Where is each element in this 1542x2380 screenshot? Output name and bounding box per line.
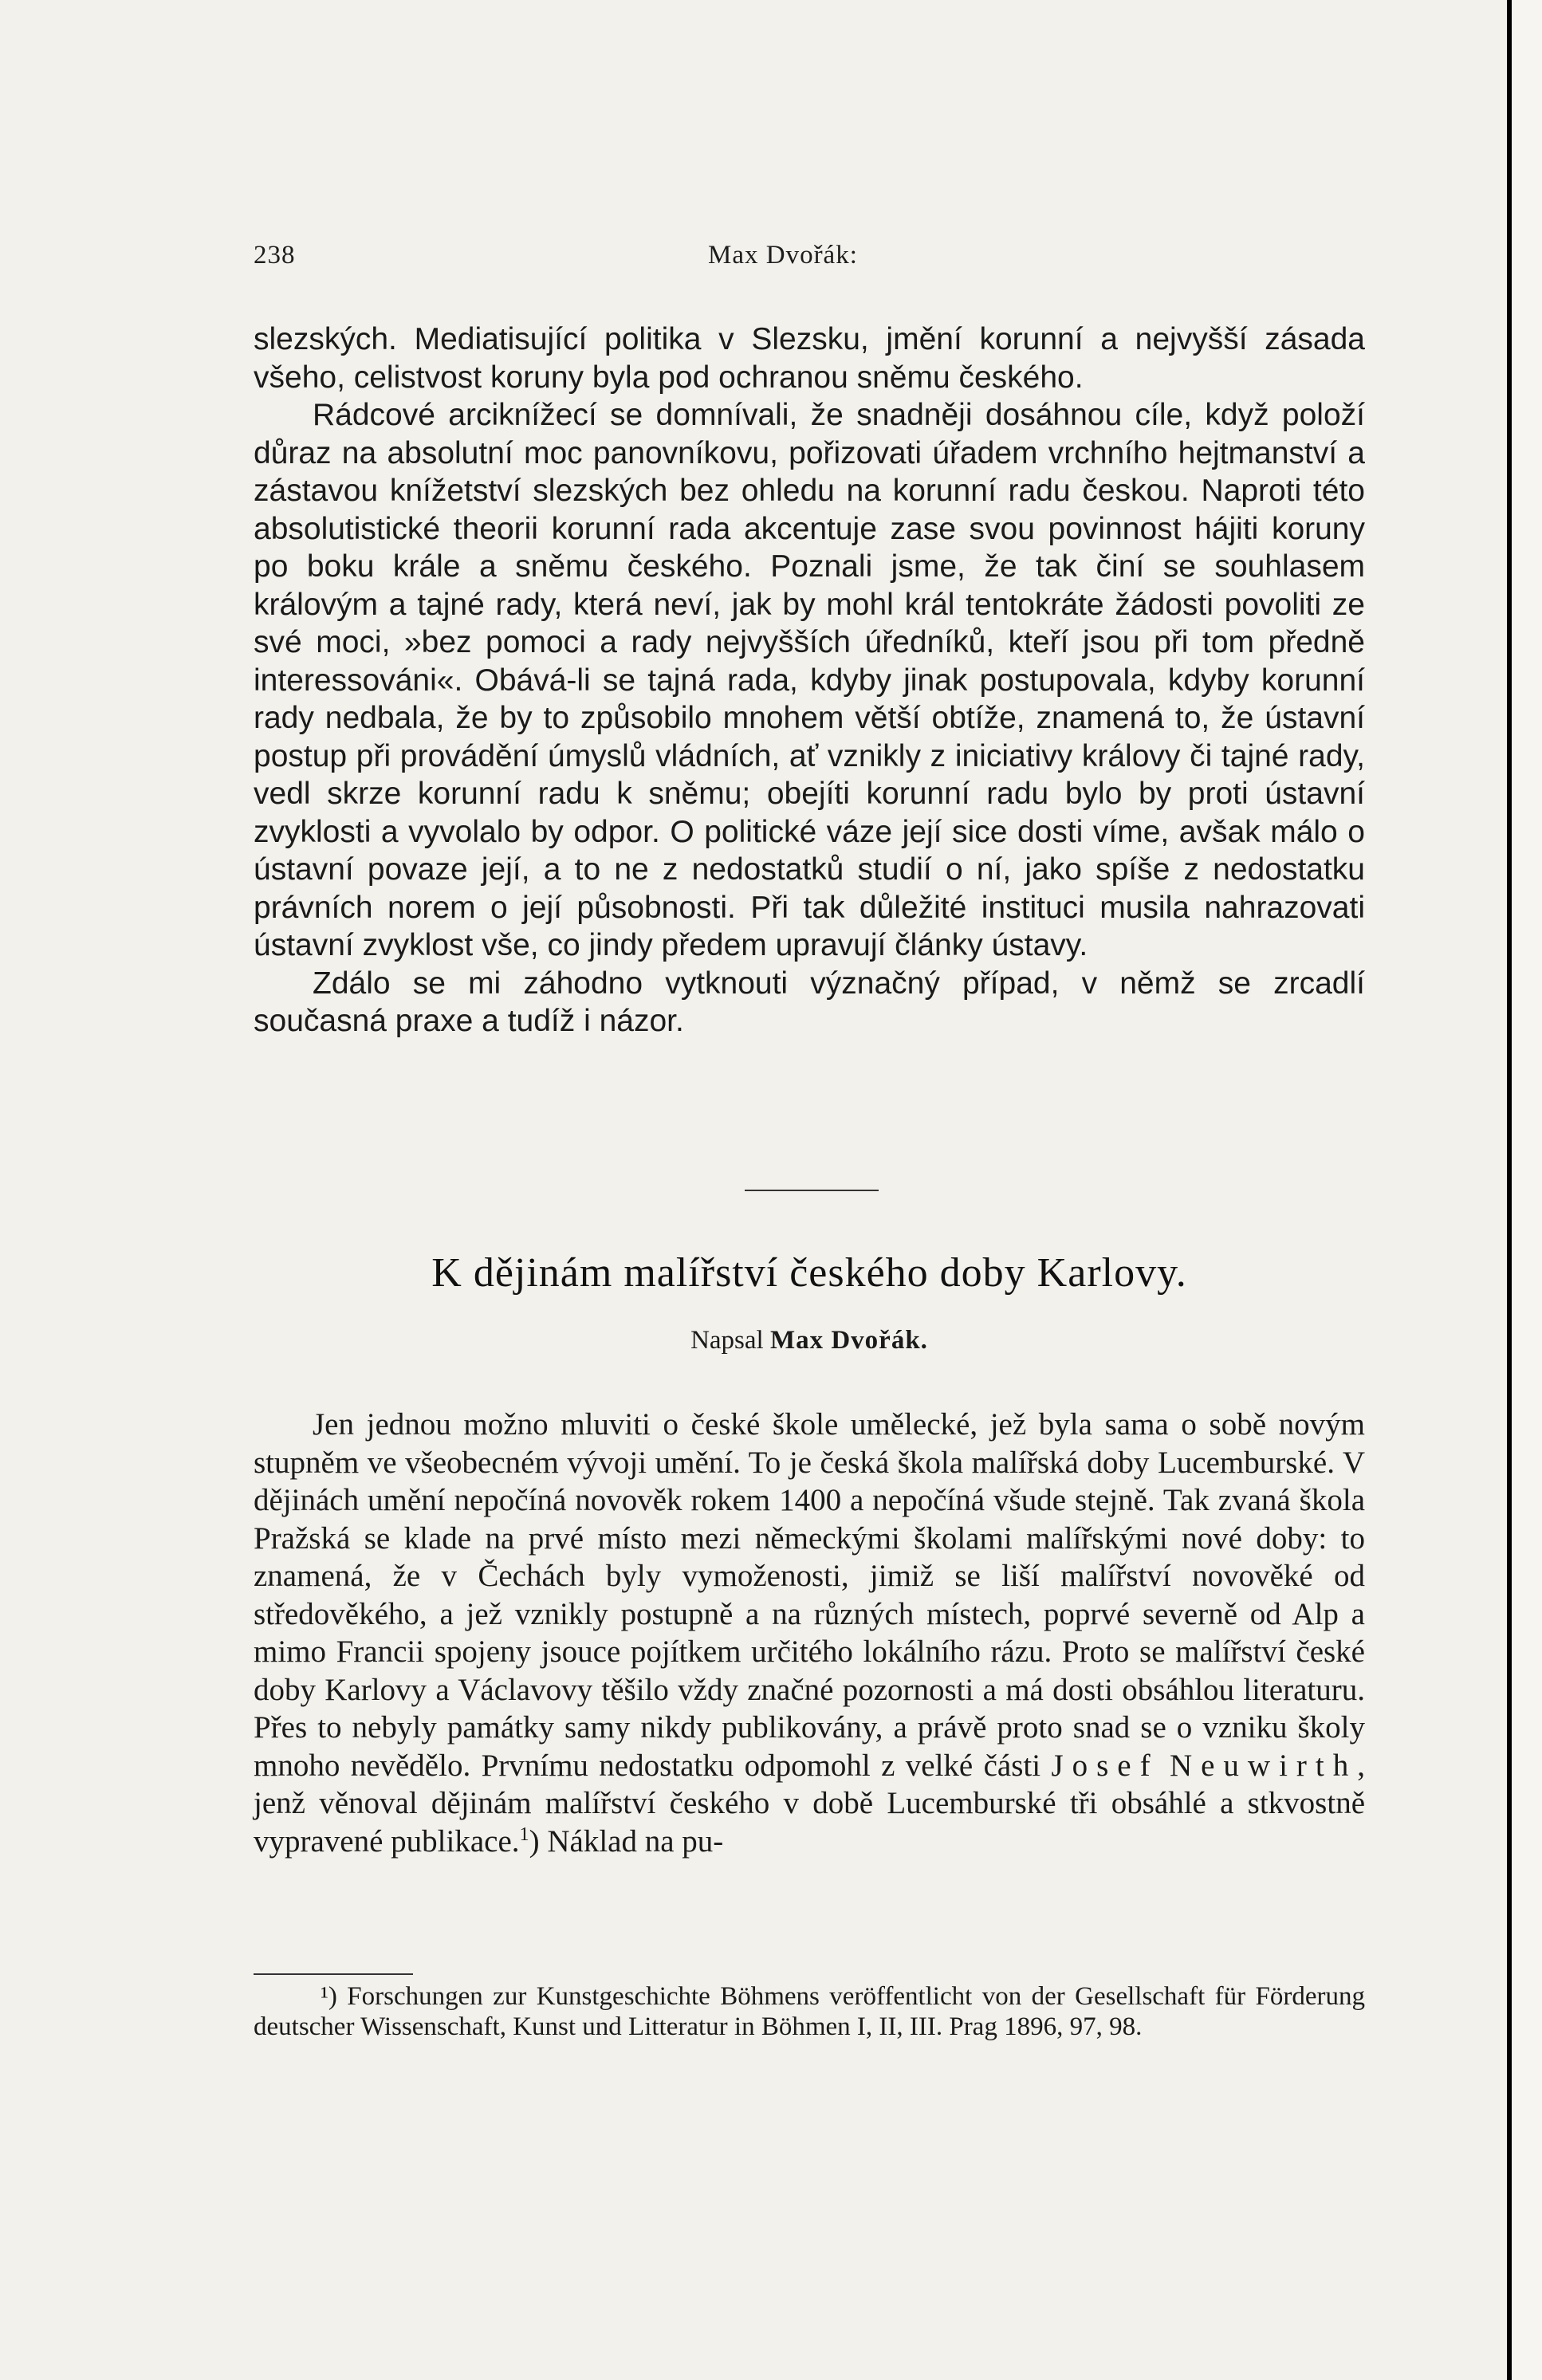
footnote-marker: ¹) <box>321 1982 337 2011</box>
footnote <box>254 1981 1365 2042</box>
paragraph: Zdálo se mi záhodno vytknouti význačný případ, v němž se zrcadlí současná praxe a tudíž i názor. <box>254 966 1365 1038</box>
author-name-last: Neuwirth <box>1169 1748 1358 1783</box>
footnote-rule <box>254 1973 413 1975</box>
article-title: K dějinám malířství českého doby Karlovy. <box>431 1250 1187 1296</box>
paragraph: Rádcové arciknížecí se domnívali, že snadněji dosáhnou cíle, když položí důraz na absolutní moc panovníkovu, pořizovati úřadem vrchního hejtmanství a zástavou knížetství slezských bez ohledu na korunní radu českou. Naproti této absolutistické theorii korunní rada akcentuje zase svou povinnost hájiti koruny po boku krále a sněmu českého. Poznali jsme, že tak činí se souhlasem královým a tajné rady, která neví, jak by mohl král tentokráte žádosti povoliti ze své moci, »bez pomoci a rady nejvyšších úředníků, kteří jsou při tom předně interessováni«. Obává-li se tajná rada, kdyby jinak postupovala, kdyby korunní rady nedbala, že by to způsobilo mnohem větší obtíže, znamená to, že ústavní postup při provádění úmyslů vládních, ať vznikly z iniciativy královy či tajné rady, vedl skrze korunní radu k sněmu; obejíti korunní radu bylo by proti ústavní zvyklosti a vyvolalo by odpor. O politické váze její sice dosti víme, avšak málo o ústavní povaze její, a to ne z nedostatků studií o ní, jako spíše z nedostatku právních norem o její působnosti. Při tak důležité instituci musila nahrazovati ústavní zvyklost vše, co jindy předem upravují články ústavy. <box>254 398 1365 962</box>
text-run: ) Náklad na pu- <box>529 1823 724 1859</box>
text-run: , jenž věnoval dějinám malířství českého v době Lucemburské tři obsáhlé a stkvostně vypravené publikace. <box>254 1748 1366 1859</box>
footnote-reference: 1 <box>519 1823 529 1845</box>
article-body <box>254 1406 1365 1860</box>
author-name-first: Josef <box>1051 1748 1159 1783</box>
page-number: 238 <box>254 241 296 269</box>
section-separator <box>745 1190 879 1191</box>
paragraph-continued: slezských. Mediatisující politika v Slezsku, jmění korunní a nejvyšší zásada všeho, celistvost koruny byla pod ochranou sněmu českého. <box>254 322 1365 395</box>
paragraph <box>254 1406 1365 1860</box>
byline-prefix: Napsal <box>690 1326 764 1355</box>
byline-author: Max Dvořák. <box>769 1326 928 1355</box>
upper-text-block <box>254 321 1365 1041</box>
byline <box>254 1326 1365 1355</box>
scan-edge <box>1507 0 1542 2380</box>
text-run: Jen jednou možno mluviti o české škole umělecké, jež byla sama o sobě novým stupněm ve všeobecném vývoji umění. To je česká škola malířská doby Lucemburské. V dějinách umění nepočíná novověk rokem 1400 a nepočíná všude stejně. Tak zvaná škola Pražská se klade na prvé místo mezi německými školami malířskými nové doby: to znamená, že v Čechách byly vymoženosti, jimiž se liší malířství novověké od středověkého, a jež vznikly postupně a na různých místech, poprvé severně od Alp a mimo Francii spojeny jsouce pojítkem určitého lokálního rázu. Proto se malířství české doby Karlovy a Václavovy těšilo vždy značné pozornosti a má dosti obsáhlou literaturu. Přes to nebyly památky samy nikdy publikovány, a právě proto snad se o vzniku školy mnoho nevědělo. Prvnímu nedostatku odpomohl z velké části <box>254 1407 1365 1783</box>
footnote-text: Forschungen zur Kunstgeschichte Böhmens veröffentlicht von der Gesellschaft für Förderung deutscher Wissenschaft, Kunst und Litteratur in Böhmen I, II, III. Prag 1896, 97, 98. <box>254 1982 1365 2041</box>
running-head: Max Dvořák: <box>708 241 858 269</box>
